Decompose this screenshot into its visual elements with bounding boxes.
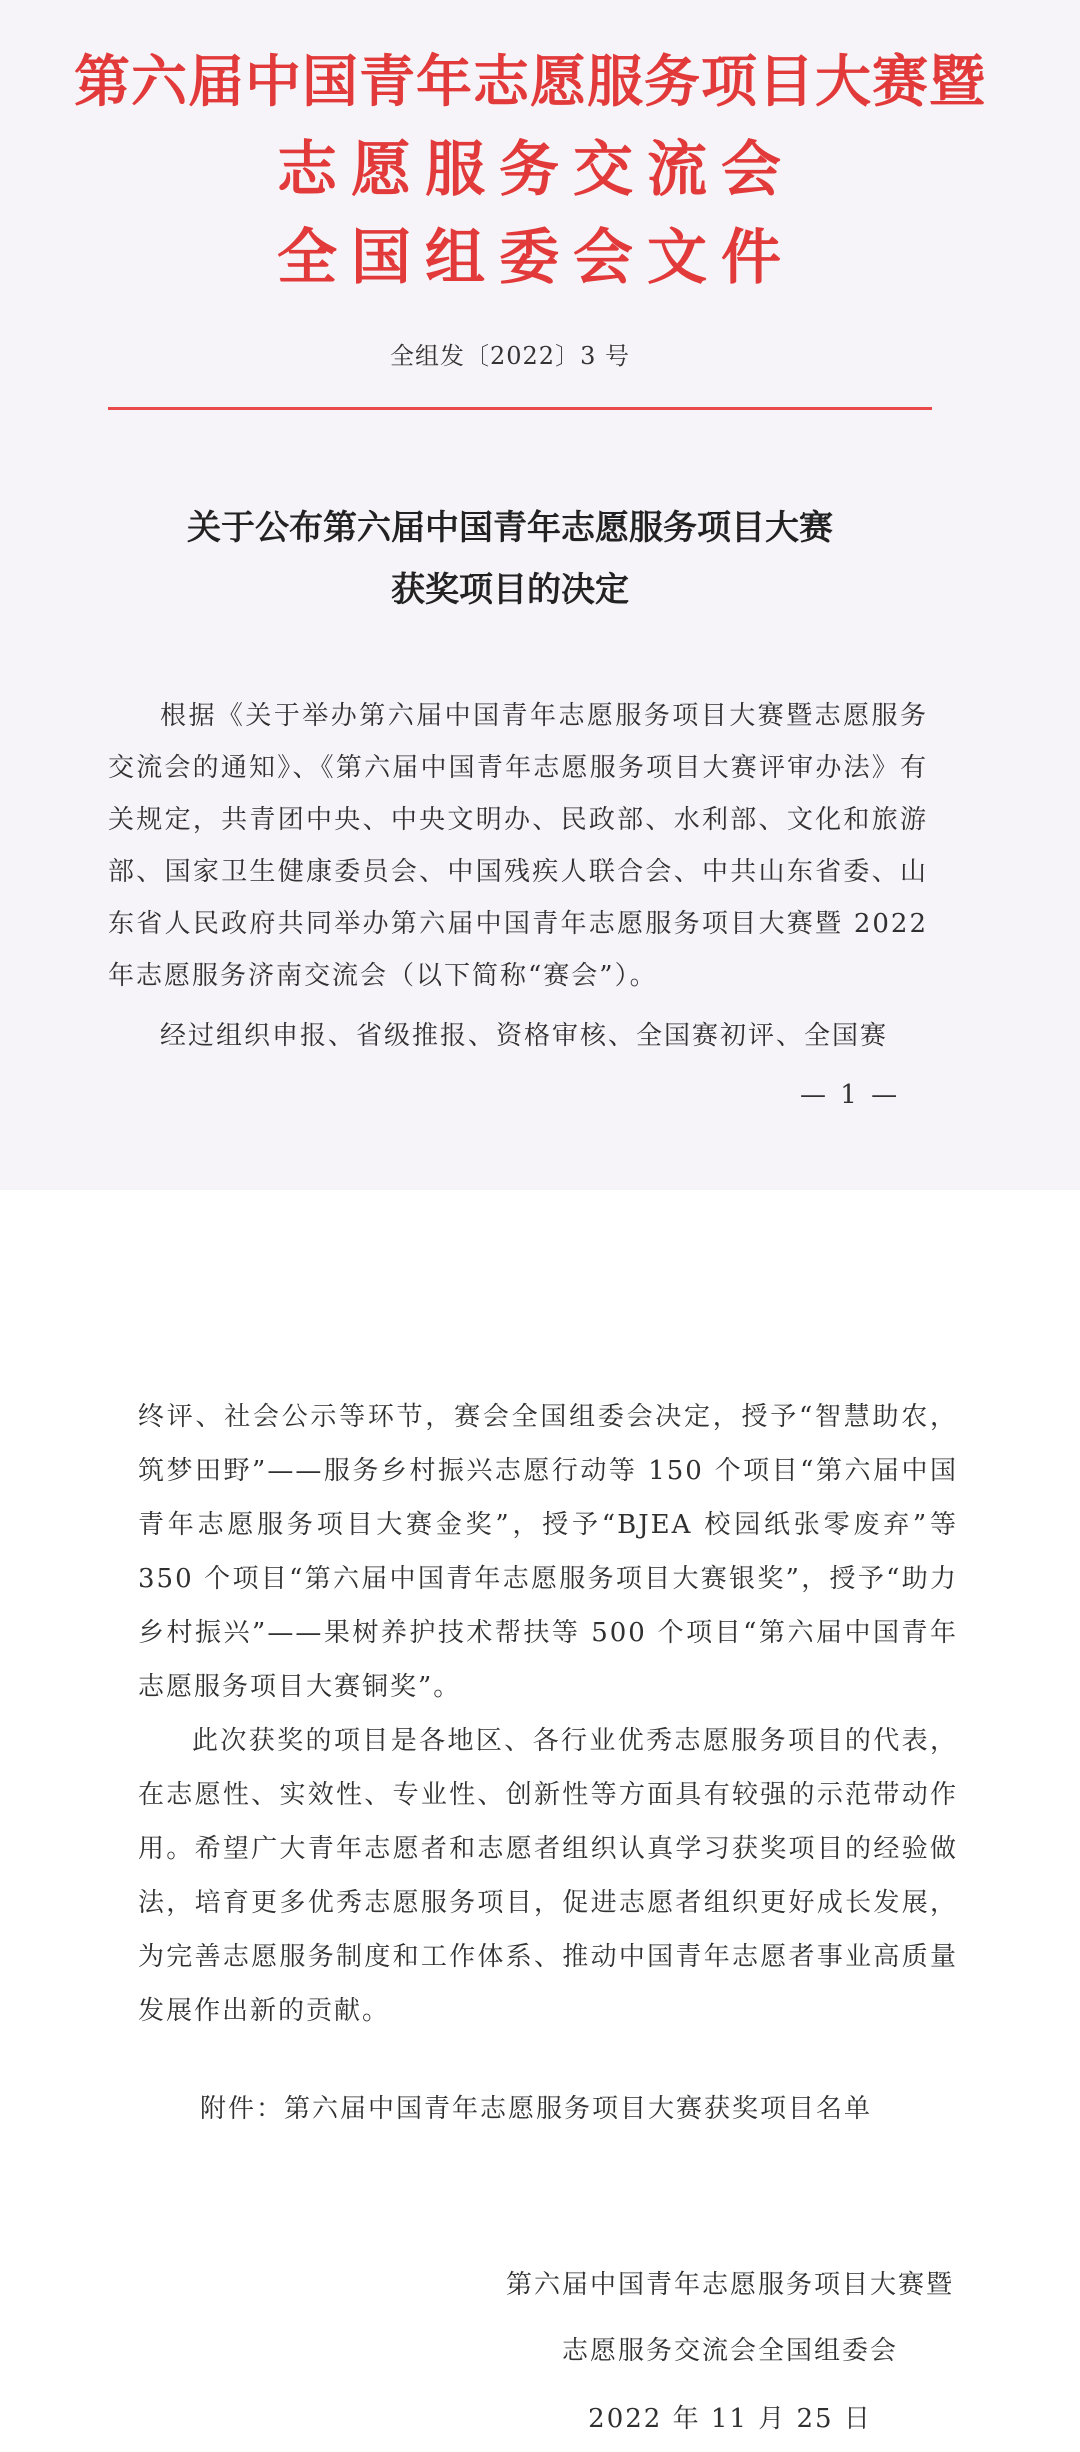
page-number: — 1 — [800, 1080, 901, 1110]
signature-line2: 志愿服务交流会全国组委会 [561, 2336, 898, 2366]
body-paragraph-2-continued: 终评、社会公示等环节，赛会全国组委会决定，授予“智慧助农，筑梦田野”——服务乡村振兴志愿行动等 150 个项目“第六届中国青年志愿服务项目大赛金奖”，授予“BJEA 校园纸张零废弃”等 350 个项目“第六届中国青年志愿服务项目大赛银奖”，授予“助力乡村振兴”——果树养护技术帮扶等 500 个项目“第六届中国青年志愿服务项目大赛铜奖”。 [138, 1402, 958, 1702]
red-header-title-line1: 第六届中国青年志愿服务项目大赛暨 [74, 49, 986, 115]
red-header-title-line2: 志愿服务交流会 [277, 135, 795, 205]
decision-title-line2: 获奖项目的决定 [391, 570, 629, 610]
decision-title-line1: 关于公布第六届中国青年志愿服务项目大赛 [187, 508, 833, 548]
signature-line1: 第六届中国青年志愿服务项目大赛暨 [505, 2270, 954, 2300]
body-paragraph-3: 此次获奖的项目是各地区、各行业优秀志愿服务项目的代表，在志愿性、实效性、专业性、创新性等方面具有较强的示范带动作用。希望广大青年志愿者和志愿者组织认真学习获奖项目的经验做法，培育更多优秀志愿服务项目，促进志愿者组织更好成长发展，为完善志愿服务制度和工作体系、推动中国青年志愿者事业高质量发展作出新的贡献。 [138, 1726, 958, 2026]
document-number: 全组发〔2022〕3 号 [390, 342, 630, 370]
signature-date: 2022 年 11 月 25 日 [588, 2404, 872, 2434]
body-paragraph-2-start: 经过组织申报、省级推报、资格审核、全国赛初评、全国赛 [160, 1021, 889, 1051]
attachment-line: 附件：第六届中国青年志愿服务项目大赛获奖项目名单 [200, 2094, 873, 2124]
red-divider-rule [108, 407, 932, 410]
red-header-title-line3: 全国组委会文件 [277, 223, 795, 293]
body-paragraph-1: 根据《关于举办第六届中国青年志愿服务项目大赛暨志愿服务交流会的通知》、《第六届中国青年志愿服务项目大赛评审办法》有关规定，共青团中央、中央文明办、民政部、水利部、文化和旅游部、国家卫生健康委员会、中国残疾人联合会、中共山东省委、山东省人民政府共同举办第六届中国青年志愿服务项目大赛暨 2022 年志愿服务济南交流会（以下简称“赛会”）。 [108, 701, 928, 991]
document-page-1 [0, 0, 1080, 1190]
